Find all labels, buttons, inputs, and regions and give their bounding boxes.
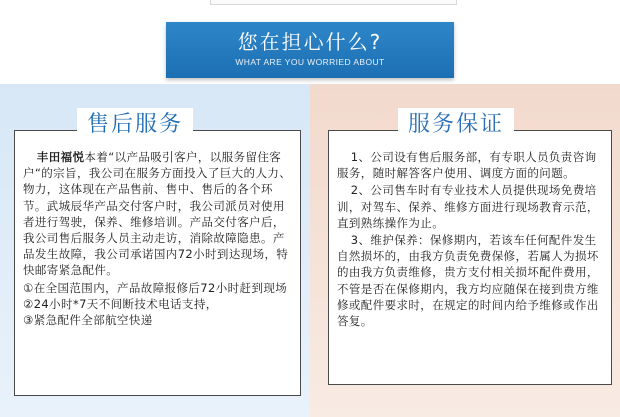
guarantee-paragraph: 3、维护保养：保修期内，若该车任何配件发生自然损坏的，由我方负责免费保修，若属人为损坏的由我方负责维修，贵方支付相关损坏配件费用，不管是否在保修期内，我方均应随保在接到贵方维修或配件要求时，在规定的时间内给予维修或作出答复。: [337, 233, 599, 329]
after-sales-text: [23, 149, 295, 328]
banner-subtitle: WHAT ARE YOU WORRIED ABOUT: [235, 57, 385, 67]
guarantee-paragraph: 1、公司设有售后服务部，有专职人员负责咨询服务，随时解答客户使用、调度方面的问题。: [337, 150, 597, 181]
after-sales-item: ①在全国范围内，产品故障报修后72小时赶到现场: [23, 280, 288, 295]
question-banner: [166, 22, 454, 78]
top-strip: [210, 0, 457, 5]
after-sales-panel: [0, 84, 310, 417]
guarantee-paragraph: 2、公司售车时有专业技术人员提供现场免费培训，对驾车、保养、维修方面进行现场教育示范，直到熟练操作为止。: [337, 183, 599, 230]
after-sales-box: [14, 130, 301, 396]
after-sales-intro: 本着“以产品吸引客户，以服务留住客户“的宗旨，我公司在服务方面投入了巨大的人力、物力，这体现在产品售前、售中、售后的各个环节。武城辰华产品交付客户时，我公司派员对使用者进行驾驶，保养、维修培训。产品交付客户后，我公司售后服务人员主动走访，消除故障隐患。产品发生故障，我公司承诺国内72小时到达现场，特快邮寄紧急配件。: [23, 150, 292, 278]
guarantee-panel: [310, 84, 620, 417]
after-sales-heading: 售后服务: [77, 108, 193, 142]
guarantee-box: [328, 130, 612, 385]
after-sales-item: ②24小时*7天不间断技术电话支持，: [23, 296, 218, 311]
after-sales-item: ③紧急配件全部航空快递: [23, 313, 153, 328]
banner-title: 您在担心什么?: [237, 30, 383, 54]
guarantee-heading: 服务保证: [398, 108, 514, 142]
guarantee-text: [337, 149, 607, 330]
brand-name: 丰田福悦: [36, 150, 85, 164]
